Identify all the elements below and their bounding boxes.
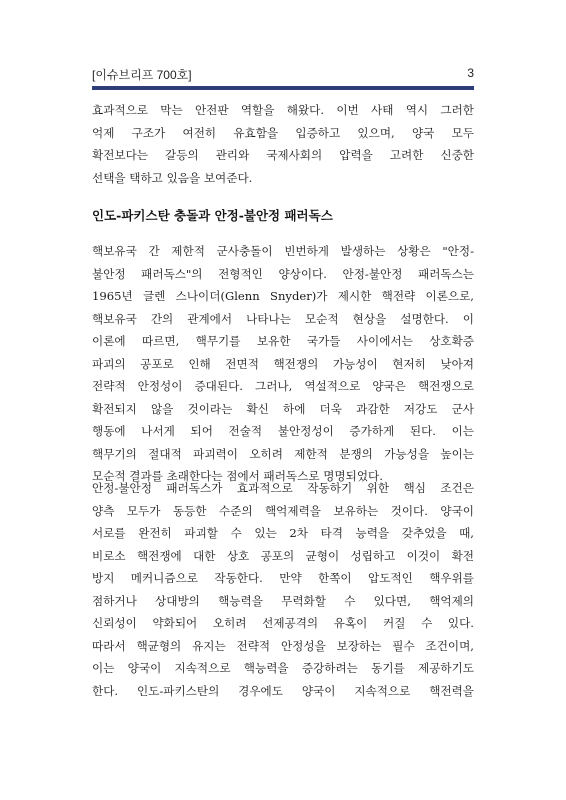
text-line: 점하거나 상대방의 핵능력을 무력화할 수 있다면, 핵억제의 <box>92 593 474 608</box>
text-line: 행동에 나서게 되어 전술적 불안정성이 증가하게 된다. 이는 <box>92 424 474 438</box>
text-line: 한다. 인도-파키스탄의 경우에도 양국이 지속적으로 핵전력을 <box>92 683 474 698</box>
text-line: 방지 메커니즘으로 작동한다. 만약 한쪽이 압도적인 핵우위를 <box>92 571 474 585</box>
paragraph-3 <box>92 477 474 702</box>
page-number: 3 <box>467 66 474 80</box>
text-line: 전략적 안정성이 증대된다. 그러나, 역설적으로 양국은 핵전쟁으로 <box>92 379 474 393</box>
text-line: 파괴의 공포로 인해 전면적 핵전쟁의 가능성이 현저히 낮아져 <box>92 356 474 371</box>
paragraph-1 <box>92 99 474 189</box>
text-line: 억제 구조가 여전히 유효함을 입증하고 있으며, 양국 모두 <box>92 125 474 140</box>
text-line: 따라서 핵균형의 유지는 전략적 안정성을 보장하는 필수 조건이며, <box>92 638 474 653</box>
text-line: 모순적 결과를 초래한다는 점에서 패러독스로 명명되었다. <box>92 469 383 483</box>
header-rule <box>92 86 474 90</box>
text-line: 서로를 완전히 파괴할 수 있는 2차 타격 능력을 갖추었을 때, <box>92 526 474 540</box>
text-line: 효과적으로 막는 안전판 역할을 해왔다. 이번 사태 역시 그러한 <box>92 103 474 117</box>
text-line: 불안정 패러독스"의 전형적인 양상이다. 안정-불안정 패러독스는 <box>92 266 474 281</box>
text-line: 양측 모두가 동등한 수준의 핵억제력을 보유하는 것이다. 양국이 <box>92 503 474 518</box>
text-line: 확전보다는 갈등의 관리와 국제사회의 압력을 고려한 신중한 <box>92 148 474 162</box>
text-line: 확전되지 않을 것이라는 확신 하에 더욱 과감한 저강도 군사 <box>92 401 474 416</box>
text-line: 1965년 글렌 스나이더(Glenn Snyder)가 제시한 핵전략 이론으로, <box>92 289 474 303</box>
text-line: 선택을 택하고 있음을 보여준다. <box>92 170 253 185</box>
text-line: 핵보유국 간 제한적 군사충돌이 빈번하게 발생하는 상황은 "안정- <box>92 244 474 258</box>
page-header <box>92 66 474 86</box>
text-line: 핵무기의 절대적 파괴력이 오히려 제한적 분쟁의 가능성을 높이는 <box>92 446 474 461</box>
text-line: 안정-불안정 패러독스가 효과적으로 작동하기 위한 핵심 조건은 <box>92 481 474 495</box>
text-line: 비로소 핵전쟁에 대한 상호 공포의 균형이 성립하고 이것이 확전 <box>92 548 474 563</box>
section-heading: 인도-파키스탄 충돌과 안정-불안정 패러독스 <box>92 208 333 223</box>
text-line: 이론에 따르면, 핵무기를 보유한 국가들 사이에서는 상호확증 <box>92 334 474 348</box>
text-line: 핵보유국 간의 관계에서 나타나는 모순적 현상을 설명한다. 이 <box>92 311 474 326</box>
issue-brief-title: [이슈브리프 700호] <box>92 68 192 82</box>
text-line: 이는 양국이 지속적으로 핵능력을 증강하려는 동기를 제공하기도 <box>92 661 474 675</box>
paragraph-2 <box>92 240 474 488</box>
text-line: 신뢰성이 약화되어 오히려 선제공격의 유혹이 커질 수 있다. <box>92 616 474 630</box>
